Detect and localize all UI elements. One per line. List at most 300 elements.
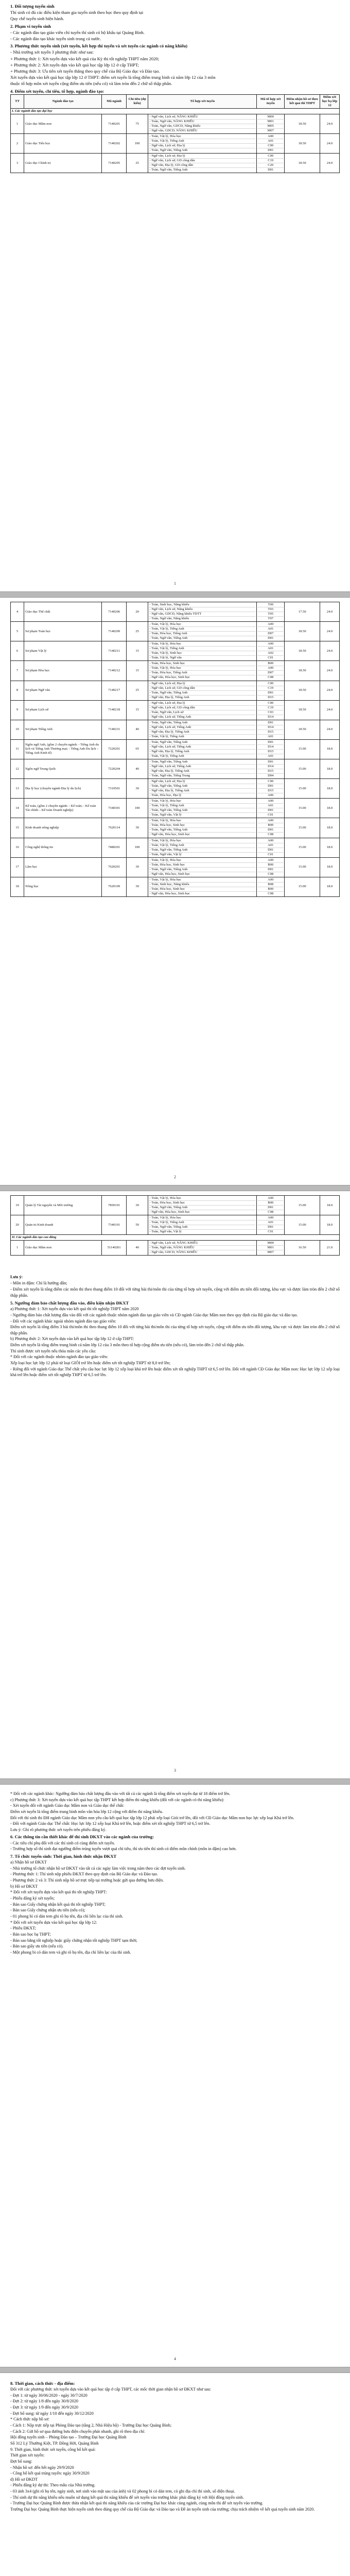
- combocode-item: M00: [258, 1241, 283, 1246]
- cell-tt: 5: [11, 622, 24, 641]
- cell-code: 51140201: [102, 1241, 126, 1256]
- text-line: Trường Đại học Quảng Bình thực hiện tuyển sinh theo đúng quy chế của Bộ Giáo dục và Đào tạo và Đề án tuyển sinh của trường; chịu trách nhiệm về kết quả tuyển sinh năm 2020.: [10, 2507, 315, 2512]
- table-row: [11, 1215, 340, 1235]
- combocode-item: C08: [268, 891, 274, 895]
- cell-hocba: 24.0: [320, 700, 340, 720]
- cell-minscore: 18.50: [285, 641, 320, 661]
- cell-tt: 10: [11, 720, 24, 739]
- organization-text: [10, 1859, 340, 1955]
- cell-tt: 1: [11, 114, 24, 133]
- cell-combo: [148, 857, 257, 877]
- text-line: - Đợt bổ sung: từ ngày 1/10 đến ngày 30/12/2020: [10, 2411, 94, 2416]
- combo-item: - Ngữ văn, Lịch sử, Tiếng Anh: [149, 725, 255, 730]
- combo-item: - Ngữ văn, Hóa học, Sinh học: [149, 1210, 190, 1214]
- cell-combo: [148, 1215, 257, 1235]
- cell-code: 7140201: [102, 114, 126, 133]
- cell-combocode: [257, 700, 285, 720]
- cell-major: Địa lý học (chuyên ngành Địa lý du lịch): [24, 779, 102, 799]
- table-row: [11, 602, 340, 622]
- combo-item: - Toán, Hóa học, Tiếng Anh: [149, 671, 255, 675]
- cell-code: 7220201: [102, 739, 126, 759]
- cell-minscore: 18.50: [285, 114, 320, 133]
- cell-code: 7620201: [102, 857, 126, 877]
- page-separator: [0, 2367, 350, 2373]
- combo-item: - Toán, Ngữ văn, Tiếng Anh: [149, 148, 188, 152]
- text-line: * Đối với các ngành khác: Ngưỡng đảm bảo chất lượng đầu vào với tất cả các ngành là tổng điểm xét tuyển đạt từ 18 điểm trở lên.: [10, 1791, 231, 1796]
- combo-item: - Toán, Vật lý, Hóa học: [149, 1216, 255, 1221]
- combocode-item: D01: [258, 868, 283, 872]
- page-number: 1: [174, 581, 176, 586]
- combo-item: - Ngữ văn, Lịch sử, Địa lý: [149, 682, 255, 686]
- cell-quota: 25: [126, 154, 148, 173]
- combo-item: - Toán, Ngữ văn, Vật lý: [149, 1230, 182, 1234]
- combo-item: - Ngữ văn, GDCD, NĂNG KHIẾU: [149, 129, 198, 133]
- combocode-item: D01: [258, 760, 283, 765]
- combocode-item: A01: [268, 734, 274, 738]
- text-line: Đối với các phương thức xét tuyển dựa vào kết quả học tập ở cấp THPT, các mốc thời gian nhận hồ sơ ĐKXT như sau:: [10, 2387, 212, 2392]
- cell-combocode: [257, 857, 285, 877]
- combocode-item: M01: [258, 120, 283, 124]
- cell-combo: [148, 739, 257, 759]
- cell-hocba: 24.0: [320, 661, 340, 681]
- table-row: [11, 818, 340, 838]
- text-line: - Nhà trường xét tuyển 3 phương thức như sau:: [10, 49, 94, 55]
- cell-hocba: 21.0: [320, 1241, 340, 1256]
- text-line: - Phương thức 1: Thí sinh nộp phiếu ĐKXT theo quy định của Bộ Giáo dục và Đào tạo.: [10, 1872, 158, 1877]
- combocode-item: C19: [258, 159, 283, 163]
- cell-combocode: [257, 1196, 285, 1215]
- text-line: - Đối với ngành Giáo dục Thể chất: Học lực lớp 12 xếp loại Khá trở lên, hoặc điểm xét tốt nghiệp THPT từ 6,5 trở lên.: [10, 1821, 211, 1826]
- combo-item: - Ngữ văn, Địa lý, Tiếng Anh: [149, 789, 255, 793]
- cell-minscore: 15.00: [285, 857, 320, 877]
- cell-quota: 20: [126, 602, 148, 622]
- cell-code: 7140209: [102, 622, 126, 641]
- combocode-item: D01: [258, 784, 283, 789]
- combo-item: - Ngữ văn, Địa lý, Tiếng Anh: [149, 750, 255, 754]
- combo-item: - Ngữ văn, Lịch sử, NĂNG KHIẾU: [149, 1241, 255, 1246]
- combocode-item: B00: [258, 823, 283, 828]
- cell-hocba: 18.0: [320, 857, 340, 877]
- combocode-item: D14: [258, 725, 283, 730]
- text-line: - Nhà trường tổ chức nhận hồ sơ ĐKXT vào tất cả các ngày làm việc trong năm theo các đợt tuyển sinh.: [10, 1866, 186, 1871]
- cell-combocode: [257, 739, 285, 759]
- text-line: Xét tuyển dựa vào kết quả học tập lớp 12 ở THPT: điểm xét tuyển là tổng điểm trung bình cả năm lớp 12 của 3 môn: [10, 75, 216, 80]
- cell-combocode: [257, 877, 285, 896]
- cell-quota: 50: [126, 1215, 148, 1235]
- cell-combocode: [257, 759, 285, 779]
- cell-major: Sư phạm Toán học: [24, 622, 102, 641]
- cell-quota: 30: [126, 818, 148, 838]
- combo-item: - Toán, Ngữ văn, Tiếng Anh: [149, 636, 188, 640]
- combo-item: - Ngữ văn, Hóa học, Sinh học: [149, 891, 190, 895]
- page-2: [0, 598, 350, 1185]
- text-line: thuộc tổ hợp môn xét tuyển cộng điểm ưu tiên (nếu có) và làm tròn đến 2 chữ số thập phân.: [10, 81, 172, 87]
- cell-minscore: 18.50: [285, 154, 320, 173]
- combo-item: - Toán, Vật lý, Hóa học: [149, 839, 255, 843]
- combo-item: - Ngữ văn, Địa lý, Tiếng Anh: [149, 730, 255, 735]
- combocode-item: C01: [268, 1230, 274, 1234]
- text-line: - Bản sao Giấy chứng nhận ưu tiên (nếu có);: [10, 1908, 85, 1913]
- combo-item: - Toán, Vật lý, Hóa học: [149, 819, 255, 823]
- cell-tt: 4: [11, 602, 24, 622]
- text-line: + Phương thức 1: Xét tuyển dựa vào kết quả của Kỳ thi tốt nghiệp THPT năm 2020;: [10, 56, 160, 61]
- cell-combocode: [257, 622, 285, 641]
- heading-quality: 5. Ngưỡng đảm bảo chất lượng đầu vào, điều kiện nhận ĐKXT: [10, 1300, 129, 1306]
- table-row: [11, 154, 340, 173]
- text-line: * Đối với các ngành thuộc nhóm ngành đào tạo giáo viên:: [10, 1354, 108, 1360]
- combocode-item: M00: [258, 115, 283, 120]
- cell-quota: 30: [126, 877, 148, 896]
- cell-minscore: 16.50: [285, 1241, 320, 1256]
- combocode-item: T00: [258, 603, 283, 607]
- combo-item: - Toán, Hóa học, Sinh học: [149, 863, 255, 868]
- combo-item: - Toán, Vật lý, Ngữ văn: [149, 656, 182, 660]
- text-line: * Cách thức nộp hồ sơ:: [10, 2417, 49, 2422]
- cell-combocode: [257, 818, 285, 838]
- text-line: - Phiếu đăng ký xét tuyển;: [10, 1896, 55, 1901]
- heading-other-info: 6. Các thông tin cần thiết khác để thí sinh DKXT vào các ngành của trường:: [10, 1834, 154, 1840]
- combocode-item: A00: [258, 878, 283, 883]
- text-line: Thí sinh được xét tuyển nếu thỏa mãn các yêu cầu:: [10, 1348, 96, 1353]
- cell-code: 7140212: [102, 661, 126, 681]
- combo-item: - Toán, Vật lý, Tiếng Anh: [149, 843, 255, 848]
- cell-combo: [148, 622, 257, 641]
- cell-major: Quản lý Tài nguyên và Môi trường: [24, 1196, 102, 1215]
- combocode-item: D15: [268, 695, 274, 699]
- heading-method: 3. Phương thức tuyển sinh (xét tuyển, kết hợp thi tuyển và xét tuyển các ngành có năng khiếu): [10, 43, 188, 49]
- col-tt: TT: [11, 94, 24, 108]
- cell-tt: 16: [11, 838, 24, 857]
- cell-minscore: 15.00: [285, 1196, 320, 1215]
- text-line: - Riêng đối với ngành Giáo dục Thể chất yêu cầu học lực lớp 12 xếp loại khá trở lên hoặc điểm xét tốt nghiệp THPT từ 6,5 trở lên. Đối với ngành CĐ Giáo dục Mầm non: Học lực lớp 12 xếp loại khá trở lên hoặc điểm xét tốt nghiệp THPT từ 6,5 trở lên.: [10, 1366, 340, 1378]
- text-line: - Bản sao bằng tốt nghiệp hoặc giấy chứng nhận tốt nghiệp THPT tạm thời;: [10, 1938, 137, 1943]
- cell-combocode: [257, 641, 285, 661]
- text-line: - Các tiêu chí phụ đối với các thí sinh có cùng điểm xét tuyển.: [10, 1840, 115, 1845]
- text-line: Quy chế tuyển sinh hiện hành.: [10, 16, 64, 22]
- combo-item: - Toán, Sinh học, Năng khiếu: [149, 883, 255, 887]
- text-line: - Công bố kết quả trúng tuyển: ngày 30/9/2020: [10, 2471, 90, 2476]
- combocode-item: A01: [258, 1221, 283, 1225]
- heading-scope: 2. Phạm vi tuyển sinh: [10, 23, 51, 29]
- combo-item: - Ngữ văn, Lịch sử, Địa lý: [149, 154, 255, 159]
- table-row: [11, 641, 340, 661]
- combo-item: - Toán, Ngữ văn, Tiếng Anh: [149, 784, 255, 789]
- scope-text: [10, 29, 340, 42]
- combo-item: - Toán, Ngữ văn, Lịch sử: [149, 710, 255, 715]
- method-conditions: [10, 1791, 340, 1833]
- text-line: - Ngưỡng đảm bảo chất lượng đầu vào đối với các ngành thuộc nhóm ngành đào tạo giáo viên và CĐ ngành Giáo dục Mầm non theo quy định của Bộ giáo dục và đào tạo.: [10, 1312, 298, 1317]
- cell-tt: 8: [11, 681, 24, 700]
- cell-code: 7340101: [102, 1215, 126, 1235]
- combocode-item: D15: [258, 789, 283, 793]
- cell-quota: 30: [126, 779, 148, 799]
- table-row: [11, 877, 340, 896]
- text-line: + Phương thức 2: Xét tuyển dựa vào kết quả học tập lớp 12 ở cấp THPT;: [10, 62, 139, 67]
- text-line: Đối với thí sinh thi ĐH ngành Giáo dục Mầm non yêu cầu kết quả học tập lớp 12 phải xếp loại Giỏi trở lên, đối với CĐ Giáo dục Mầm non học lực xếp loại Khá trở lên.: [10, 1815, 294, 1820]
- cell-code: 7140205: [102, 154, 126, 173]
- text-line: - Nhận hồ sơ: đến hết ngày 29/9/2020: [10, 2465, 74, 2470]
- cell-major: Sư phạm Ngữ văn: [24, 681, 102, 700]
- cell-hocba: 18.0: [320, 739, 340, 759]
- cell-tt: 18: [11, 877, 24, 896]
- page-5: [0, 2373, 350, 2576]
- text-line: - Một phong bì có dán tem và ghi rõ họ tên, địa chỉ liên lạc của thí sinh.: [10, 1950, 131, 1955]
- text-line: - Đợt 2: từ ngày 1/8 đến ngày 30/8/2020: [10, 2399, 79, 2404]
- combocode-item: A00: [258, 1196, 283, 1201]
- table-row: [11, 739, 340, 759]
- cell-quota: 100: [126, 799, 148, 818]
- combocode-item: C00: [258, 779, 283, 784]
- table-row: [11, 661, 340, 681]
- cell-combo: [148, 779, 257, 799]
- text-line: - Các ngành đào tạo khác tuyển sinh trong cả nước.: [10, 36, 101, 42]
- col-combo: Tổ hợp xét tuyển: [148, 94, 257, 108]
- combo-item: - Ngữ văn, Lịch sử, GD công dân: [149, 159, 255, 163]
- combo-item: - Toán, Ngữ văn, Tiếng Anh: [149, 721, 255, 725]
- combo-item: - Toán, Vật lý, Tiếng Anh: [149, 647, 255, 651]
- cell-combo: [148, 681, 257, 700]
- table-group-row: [11, 1235, 340, 1241]
- admission-table-continued: [10, 602, 340, 897]
- text-line: 9. Thời gian, hình thức xét tuyển, công bố kết quả:: [10, 2447, 96, 2452]
- cell-minscore: 17.50: [285, 602, 320, 622]
- combo-item: - Toán, Hóa học, Địa lý: [149, 793, 182, 798]
- cell-quota: 15: [126, 661, 148, 681]
- page-separator: [0, 591, 350, 598]
- cell-minscore: 18.50: [285, 661, 320, 681]
- admission-table-continued: [10, 1195, 340, 1256]
- combocode-item: D01: [258, 828, 283, 833]
- page-number: 2: [174, 1174, 176, 1179]
- cell-combo: [148, 1241, 257, 1256]
- combocode-item: A06: [268, 793, 274, 798]
- heading-schedule: 8. Thời gian, cách thức - địa điểm:: [10, 2381, 75, 2386]
- cell-hocba: 18.0: [320, 1215, 340, 1235]
- combo-item: - Toán, Hóa học, Sinh học: [149, 662, 255, 666]
- text-line: - Đợt 1: từ ngày 30/06/2020 - ngày 30/7/2020: [10, 2393, 87, 2398]
- cell-combo: [148, 154, 257, 173]
- cell-minscore: 15.00: [285, 818, 320, 838]
- combo-item: - Toán, Ngữ văn, Năng khiếu: [149, 617, 189, 621]
- cell-quota: 40: [126, 720, 148, 739]
- combo-item: - Ngữ văn, Địa lý, Tiếng Anh: [149, 769, 255, 774]
- combocode-item: M05: [258, 124, 283, 129]
- text-line: - 03 ảnh 3x4 (ghi rõ họ tên, ngày sinh, nơi sinh vào mặt sau của ảnh) và 02 phong bì có dán tem, có ghi địa chỉ thí sinh, số điện thoại.: [10, 2489, 235, 2494]
- combocode-item: C00: [258, 144, 283, 148]
- combo-item: - Ngữ văn, Lịch sử, GD công dân: [149, 686, 255, 691]
- cell-code: 7140206: [102, 602, 126, 622]
- cell-tt: 19: [11, 1196, 24, 1215]
- heading-organization: 7. Tổ chức tuyển sinh: Thời gian, hình thức nhận ĐKXT: [10, 1853, 117, 1859]
- cell-quota: 40: [126, 759, 148, 779]
- cell-combo: [148, 134, 257, 154]
- cell-hocba: 24.0: [320, 602, 340, 622]
- combocode-item: C19: [258, 706, 283, 710]
- cell-code: 7340301: [102, 799, 126, 818]
- combocode-item: C08: [268, 872, 274, 876]
- combo-item: - Ngữ văn, Lịch sử, Năng khiếu: [149, 607, 255, 612]
- combocode-item: A00: [258, 839, 283, 843]
- cell-code: 7220204: [102, 759, 126, 779]
- combocode-item: A00: [258, 858, 283, 863]
- text-line: - Điểm xét tuyển là tổng điểm các môn thi theo thang điểm 10 đối với từng bài thi/môn thi của từng tổ hợp xét tuyển, cộng với điểm ưu tiên đối tượng, khu vực và được làm tròn đến 2 chữ số thập phân.: [10, 1287, 340, 1298]
- combocode-item: B00: [258, 662, 283, 666]
- text-line: - Bản sao học bạ THPT;: [10, 1931, 51, 1937]
- combocode-item: D14: [258, 765, 283, 769]
- page-number: 3: [174, 1768, 176, 1773]
- combocode-item: D01: [258, 808, 283, 813]
- method-text: [10, 49, 340, 87]
- cell-tt: 13: [11, 779, 24, 799]
- col-minscore: Điểm nhận hồ sơ theo kết quả thi THPT: [285, 94, 320, 108]
- combo-item: - Toán, Vật lý, Hóa học: [149, 134, 255, 139]
- combo-item: - Toán, Ngữ văn, Tiếng Anh: [149, 691, 255, 696]
- cell-major: Sư phạm Tiếng Anh: [24, 720, 102, 739]
- cell-hocba: 24.0: [320, 681, 340, 700]
- table-row: [11, 779, 340, 799]
- combocode-item: M01: [258, 1246, 283, 1250]
- combo-item: - Toán, Ngữ văn, Tiếng Anh: [149, 1225, 255, 1230]
- combocode-item: A00: [258, 1216, 283, 1221]
- combocode-item: A01: [258, 804, 283, 808]
- combocode-item: A01: [258, 627, 283, 632]
- combocode-item: M07: [267, 129, 274, 133]
- combo-item: - Toán, Vật lý, Hóa học: [149, 642, 255, 647]
- cell-quota: 100: [126, 134, 148, 154]
- cell-major: Công nghệ thông tin: [24, 838, 102, 857]
- combo-item: - Toán, Ngữ văn, Tiếng Anh: [149, 828, 255, 833]
- cell-hocba: 18.0: [320, 1196, 340, 1215]
- cell-code: 7310501: [102, 779, 126, 799]
- combo-item: - Toán, Vật lý, Hóa học: [149, 858, 255, 863]
- combo-item: - Ngữ văn, GDCD, Năng khiếu TDTT: [149, 612, 255, 617]
- combocode-item: C01: [268, 852, 274, 856]
- cell-combocode: [257, 799, 285, 818]
- cell-minscore: 18.50: [285, 700, 320, 720]
- cell-major: Nông học: [24, 877, 102, 896]
- combo-item: - Toán, Vật lý, Hóa học: [149, 622, 255, 627]
- cell-minscore: 15.00: [285, 739, 320, 759]
- cell-major: Sư phạm Vật lý: [24, 641, 102, 661]
- text-line: b) Phương thức 2: Xét tuyển dựa vào kết quả học tập lớp 12 ở cấp THPT:: [10, 1336, 134, 1342]
- text-line: Điểm xét tuyển là tổng điểm trung bình cả năm lớp 12 của 3 môn theo tổ hợp cộng điểm ưu tiên (nếu có), làm tròn đến 2 chữ số thập phân.: [10, 1343, 244, 1348]
- cell-major: Ngôn ngữ Anh, (gồm 2 chuyên ngành: - Tiếng Anh du lịch và Tiếng Anh Thương mại; - Tiếng Anh Du lịch – Tiếng Anh Kinh tế): [24, 739, 102, 759]
- text-line: - Trường Đại học Quảng Bình được thừa nhận kết quả thi năng khiếu của các trường Đại học khác cùng ngành, cùng môn thi để xét tuyển vào trường.: [10, 2501, 264, 2506]
- combo-item: - Toán, Ngữ văn, NĂNG KHIẾU: [149, 120, 255, 124]
- cell-tt: 1: [11, 1241, 24, 1256]
- cell-hocba: 18.0: [320, 877, 340, 896]
- cell-quota: 30: [126, 857, 148, 877]
- cell-combocode: [257, 1215, 285, 1235]
- cell-hocba: 24.0: [320, 154, 340, 173]
- cell-code: 7140211: [102, 641, 126, 661]
- combocode-item: D15: [258, 730, 283, 735]
- cell-combo: [148, 818, 257, 838]
- combocode-item: D01: [258, 1225, 283, 1230]
- combo-item: - Toán, Ngữ văn, Vật lý: [149, 852, 182, 856]
- cell-combocode: [257, 1241, 285, 1256]
- table-row: [11, 720, 340, 739]
- combo-item: - Toán, Ngữ văn, Tiếng Anh: [149, 740, 255, 745]
- combocode-item: C01: [268, 656, 274, 660]
- combocode-item: C01: [268, 813, 274, 817]
- combo-item: - Ngữ văn, Hóa học, Sinh học: [149, 872, 190, 876]
- cell-hocba: 24.0: [320, 622, 340, 641]
- combo-item: - Toán, Vật lý, Hóa học: [149, 666, 255, 671]
- cell-hocba: 24.0: [320, 134, 340, 154]
- cell-combo: [148, 700, 257, 720]
- cell-combocode: [257, 720, 285, 739]
- combocode-item: C20: [258, 163, 283, 168]
- combo-item: - Ngữ văn, Lịch sử, GD công dân: [149, 706, 255, 710]
- cell-minscore: 18.50: [285, 720, 320, 739]
- combo-item: - Toán, Ngữ văn, Tiếng Anh: [149, 868, 255, 872]
- cell-combo: [148, 759, 257, 779]
- cell-tt: 20: [11, 1215, 24, 1235]
- cell-quota: 100: [126, 838, 148, 857]
- cell-minscore: 18.50: [285, 681, 320, 700]
- combo-item: - Toán, Ngữ văn, Tiếng Anh: [149, 1206, 255, 1210]
- combo-item: - Ngữ văn, Lịch sử, Địa lý: [149, 144, 255, 148]
- combocode-item: B00: [258, 863, 283, 868]
- text-line: - Bản sao Giấy chứng nhận kết quả thi tốt nghiệp THPT;: [10, 1902, 106, 1907]
- combocode-item: D07: [258, 632, 283, 636]
- cell-quota: 75: [126, 114, 148, 133]
- combocode-item: B00: [258, 887, 283, 892]
- cell-hocba: 18.0: [320, 799, 340, 818]
- combo-item: - Ngữ văn, Địa lý, Tiếng Anh: [149, 695, 189, 699]
- combo-item: - Toán, Vật lý, Sinh học: [149, 651, 255, 656]
- combo-item: - Toán, Vật lý, Tiếng Anh: [149, 804, 255, 808]
- combocode-item: A00: [258, 666, 283, 671]
- cell-major: Lâm học: [24, 857, 102, 877]
- cell-tt: 12: [11, 759, 24, 779]
- combocode-item: A01: [258, 647, 283, 651]
- combocode-item: D01: [268, 636, 274, 640]
- cell-code: 7140217: [102, 681, 126, 700]
- combo-item: - Ngữ văn, Hóa học, Sinh học: [149, 833, 190, 837]
- cell-major: Giáo dục Mầm non: [24, 114, 102, 133]
- combocode-item: C08: [268, 833, 274, 837]
- combocode-item: D01: [258, 691, 283, 696]
- combo-item: - Toán, Vật lý, Hóa học: [149, 1196, 255, 1201]
- combo-item: - Ngữ văn, Lịch sử, Tiếng Anh: [149, 745, 255, 750]
- cell-code: 7140218: [102, 700, 126, 720]
- cell-quota: 65: [126, 739, 148, 759]
- cell-major: Sư phạm Lịch sử: [24, 700, 102, 720]
- text-line: Điểm xét tuyển là tổng điểm trung bình môn văn hóa lớp 12 cộng với điểm thi năng khiếu.: [10, 1809, 163, 1814]
- cell-code: 7140202: [102, 134, 126, 154]
- cell-combocode: [257, 681, 285, 700]
- cell-combo: [148, 641, 257, 661]
- cell-quota: 25: [126, 622, 148, 641]
- cell-combo: [148, 1196, 257, 1215]
- text-line: - Cách 1: Nộp trực tiếp tại Phòng Đào tạo (tầng 2, Nhà Hiệu bộ) - Trường Đại học Quảng Bình;: [10, 2423, 172, 2428]
- page-number: 4: [174, 2356, 176, 2361]
- cell-combocode: [257, 134, 285, 154]
- cell-quota: 15: [126, 700, 148, 720]
- combocode-item: C00: [258, 154, 283, 159]
- text-line: b) Hồ sơ ĐKXT: [10, 1884, 38, 1889]
- cell-tt: 17: [11, 857, 24, 877]
- text-line: - Phiếu ĐKXT;: [10, 1926, 37, 1931]
- text-line: Đợt bổ sung:: [10, 2459, 32, 2464]
- combocode-item: B00: [258, 1201, 283, 1206]
- text-line: - Xét tuyển đối với ngành Giáo dục Mầm non và Giáo dục thể chất:: [10, 1803, 125, 1808]
- table-row: [11, 799, 340, 818]
- cell-minscore: 18.50: [285, 622, 320, 641]
- table-row: [11, 1196, 340, 1215]
